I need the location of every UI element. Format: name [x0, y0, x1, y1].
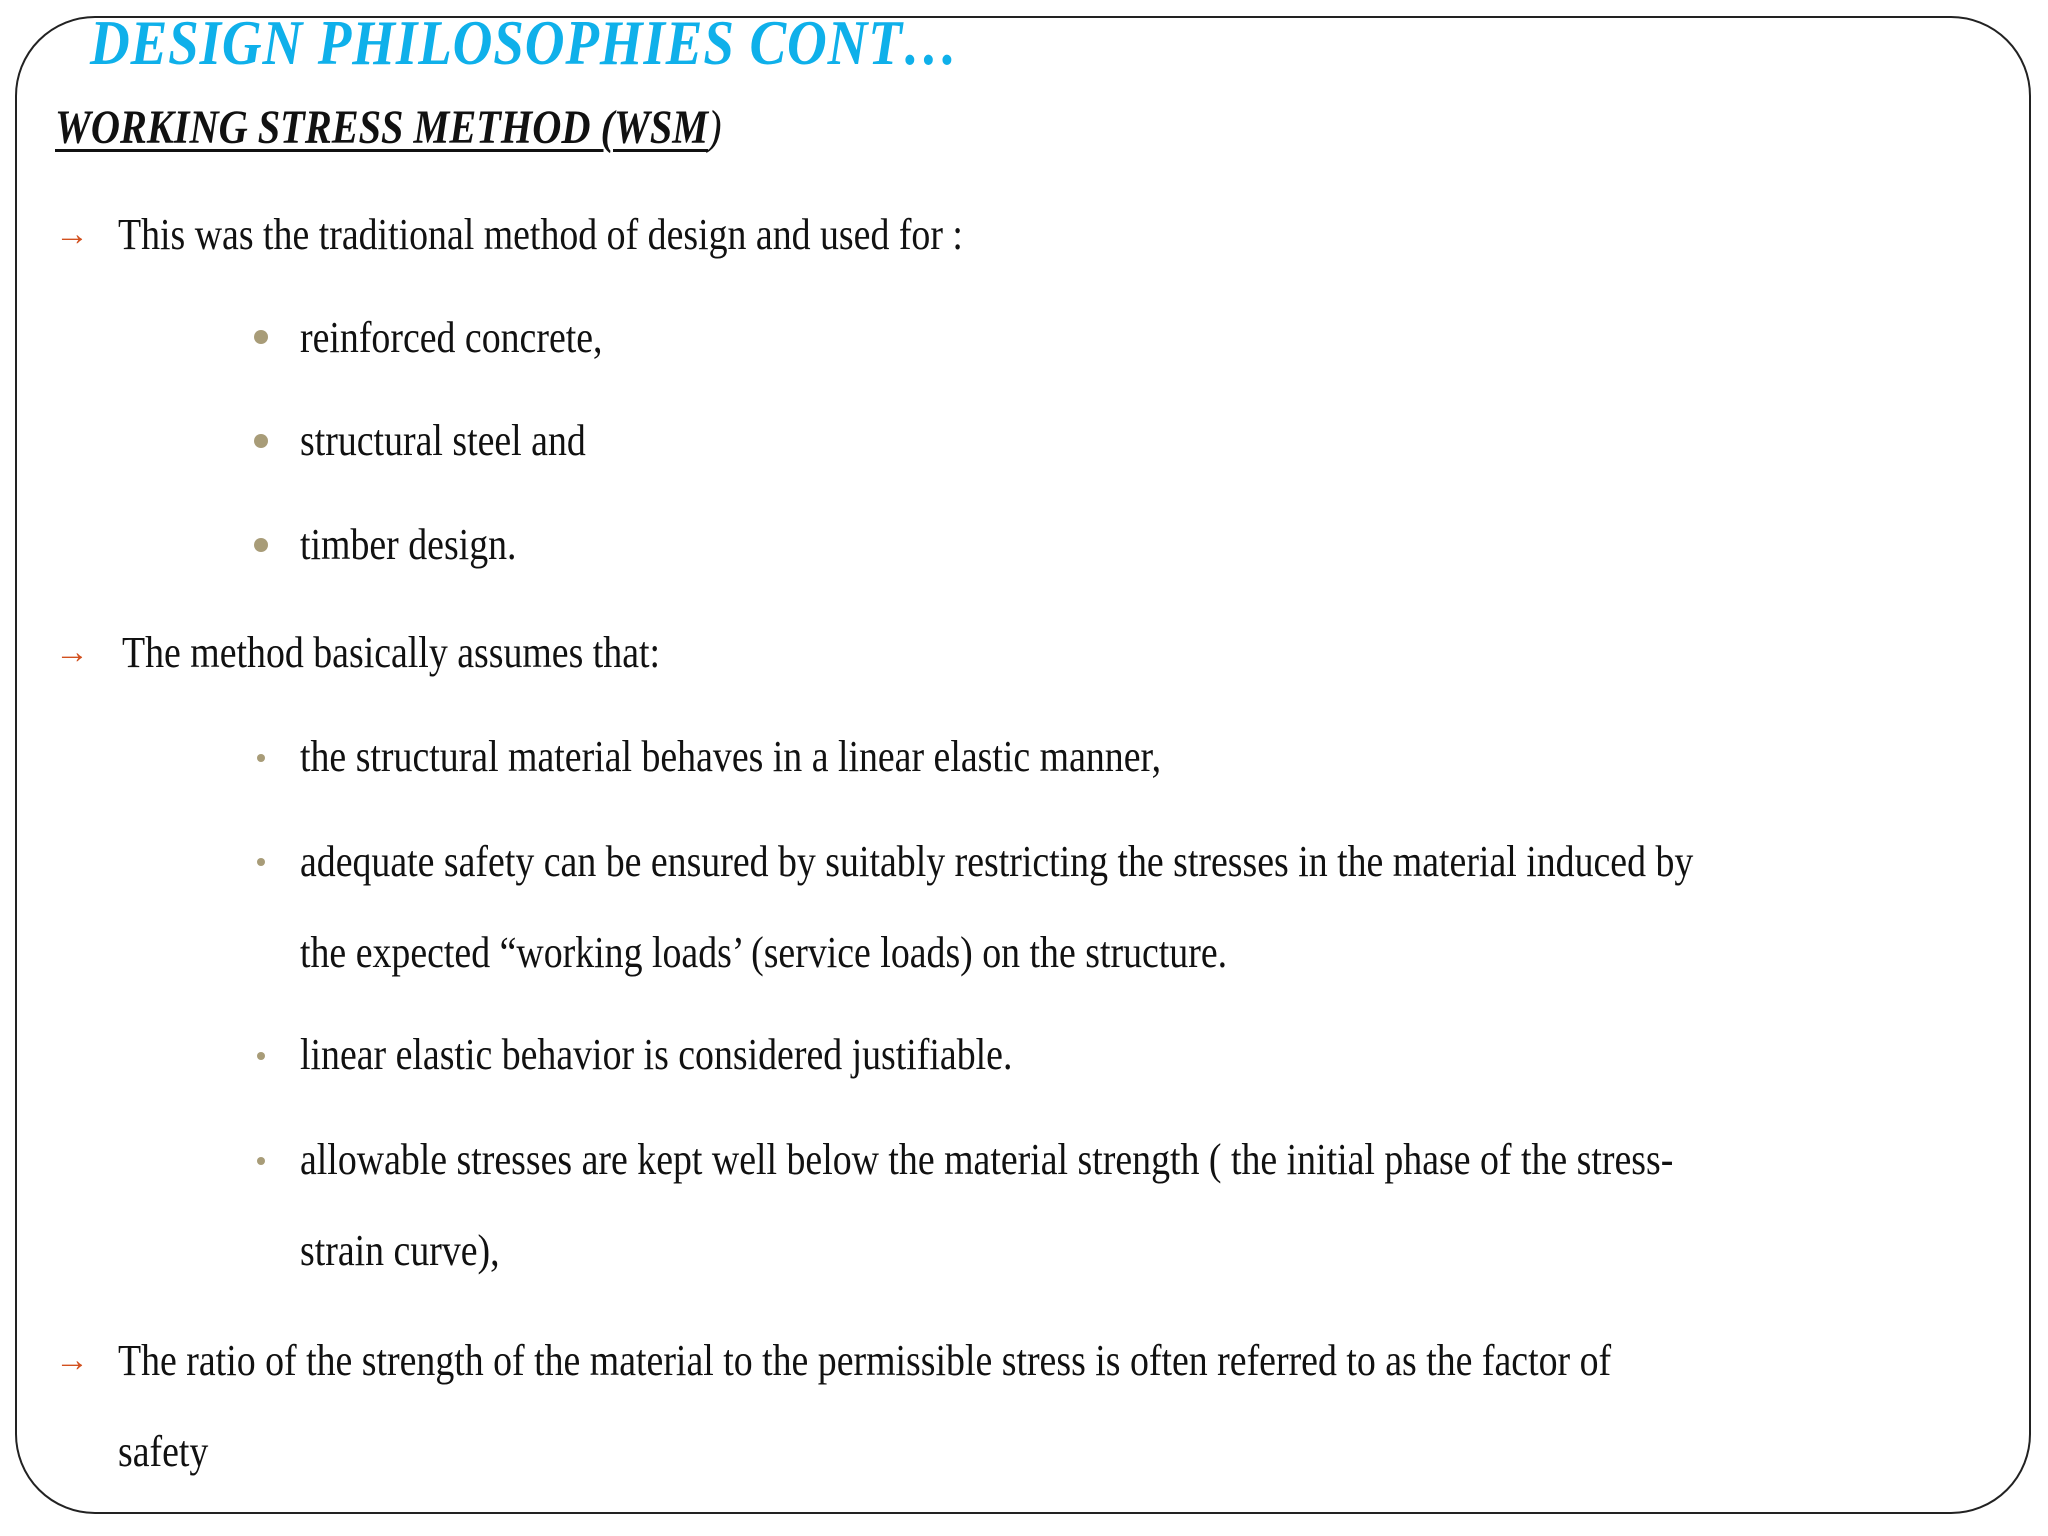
bullet-item: reinforced concrete, — [300, 313, 603, 362]
bullet-dot-icon — [254, 434, 268, 448]
bullet-dot-icon — [257, 858, 265, 866]
arrow-bullet-icon: → — [55, 1342, 89, 1379]
bullet-item-continuation: strain curve), — [300, 1226, 500, 1275]
bullet-item: the structural material behaves in a linear elastic manner, — [300, 732, 1162, 781]
bullet-item: adequate safety can be ensured by suitably restricting the stresses in the material induced by — [300, 837, 1694, 886]
point-text-continuation: safety — [118, 1427, 209, 1476]
slide-title: DESIGN PHILOSOPHIES CONT… — [90, 7, 959, 78]
section-heading-text: WORKING STRESS METHOD (WSM — [55, 101, 709, 154]
point-text: The method basically assumes that: — [122, 628, 661, 677]
section-heading — [55, 100, 722, 155]
bullet-item: linear elastic behavior is considered justifiable. — [300, 1030, 1013, 1079]
point-text: This was the traditional method of design and used for : — [118, 210, 963, 259]
point-text: The ratio of the strength of the material to the permissible stress is often referred to as the factor of — [118, 1336, 1612, 1385]
arrow-bullet-icon: → — [55, 634, 89, 671]
bullet-dot-icon — [257, 1157, 265, 1165]
bullet-item-continuation: the expected “working loads’ (service loads) on the structure. — [300, 928, 1228, 977]
bullet-dot-icon — [254, 538, 268, 552]
bullet-dot-icon — [257, 1052, 265, 1060]
bullet-dot-icon — [257, 754, 265, 762]
bullet-dot-icon — [254, 330, 268, 344]
bullet-item: structural steel and — [300, 416, 586, 465]
bullet-item: allowable stresses are kept well below the material strength ( the initial phase of the stress- — [300, 1135, 1674, 1184]
bullet-item: timber design. — [300, 520, 517, 569]
section-heading-paren: ) — [708, 101, 722, 154]
arrow-bullet-icon: → — [55, 216, 89, 253]
